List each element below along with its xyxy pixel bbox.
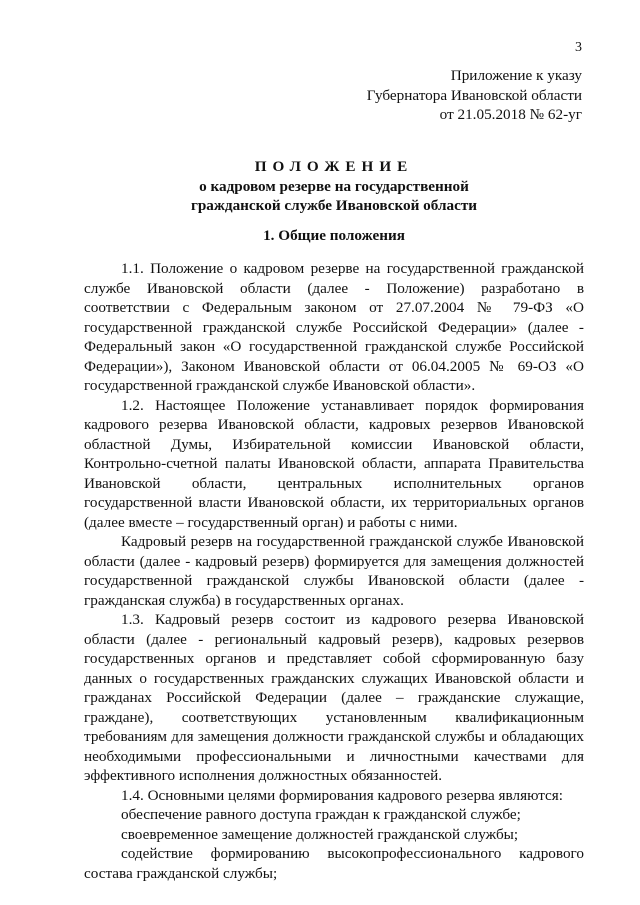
appendix-reference (367, 66, 582, 125)
paragraph-1-3: 1.3. Кадровый резерв состоит из кадрового резерва Ивановской области (далее - региональный кадровый резерв), кадровых резервов государственных органов и представляет собой сформированную базу данных о государственных гражданских служащих Ивановской области и гражданах Российской Федерации (далее – гражданские служащие, граждане), соответствующих установленным квалификационным требованиям для замещения должности гражданской службы и обладающих необходимыми профессиональными и личностными качествами для эффективного исполнения должностных обязанностей. (84, 611, 584, 784)
page-number: 3 (575, 40, 582, 55)
goal-item-3: содействие формированию высокопрофессионального кадрового состава гражданской службы; (84, 845, 584, 882)
paragraph-reserve-definition: Кадровый резерв на государственной гражданской службе Ивановской области (далее - кадровый резерв) формируется для замещения должностей государственной гражданской службы Ивановской области (далее - гражданская служба) в государственных органах. (84, 533, 584, 609)
document-title: ПОЛОЖЕНИЕ (254, 158, 414, 175)
paragraph-1-4: 1.4. Основными целями формирования кадрового резерва являются: (121, 786, 563, 804)
document-title-block (84, 157, 584, 216)
paragraph-1-2: 1.2. Настоящее Положение устанавливает порядок формирования кадрового резерва Ивановской области, кадровых резервов Ивановской областной Думы, Избирательной комиссии Ивановской области, Контрольно-счетной палаты Ивановской области, аппарата Правительства Ивановской области, центральных исполнительных органов государственной власти Ивановской области, их территориальных органов (далее вместе – государственный орган) и работы с ними. (84, 396, 584, 531)
appendix-line-1: Приложение к указу (450, 67, 582, 84)
appendix-line-2: Губернатора Ивановской области (366, 86, 582, 104)
section-heading: 1. Общие положения (263, 227, 405, 244)
document-subtitle-line-2: гражданской службе Ивановской области (190, 197, 478, 214)
section-body (84, 259, 584, 883)
goal-item-2: своевременное замещение должностей гражданской службы; (121, 825, 519, 843)
document-subtitle-line-1: о кадровом резерве на государственной (199, 177, 469, 195)
paragraph-1-1: 1.1. Положение о кадровом резерве на государственной гражданской службе Ивановской области (далее - Положение) разработано в соответствии с Федеральным законом от 27.07.2004 № 79-ФЗ «О государственной гражданской службе Российской Федерации» (далее - Федеральный закон «О государственной гражданской службе Российской Федерации»), Законом Ивановской области от 06.04.2005 № 69-ОЗ «О государственной гражданской службе Ивановской области». (84, 260, 584, 394)
goal-item-1: обеспечение равного доступа граждан к гражданской службе; (121, 806, 521, 823)
appendix-line-3: от 21.05.2018 № 62-уг (439, 106, 582, 123)
